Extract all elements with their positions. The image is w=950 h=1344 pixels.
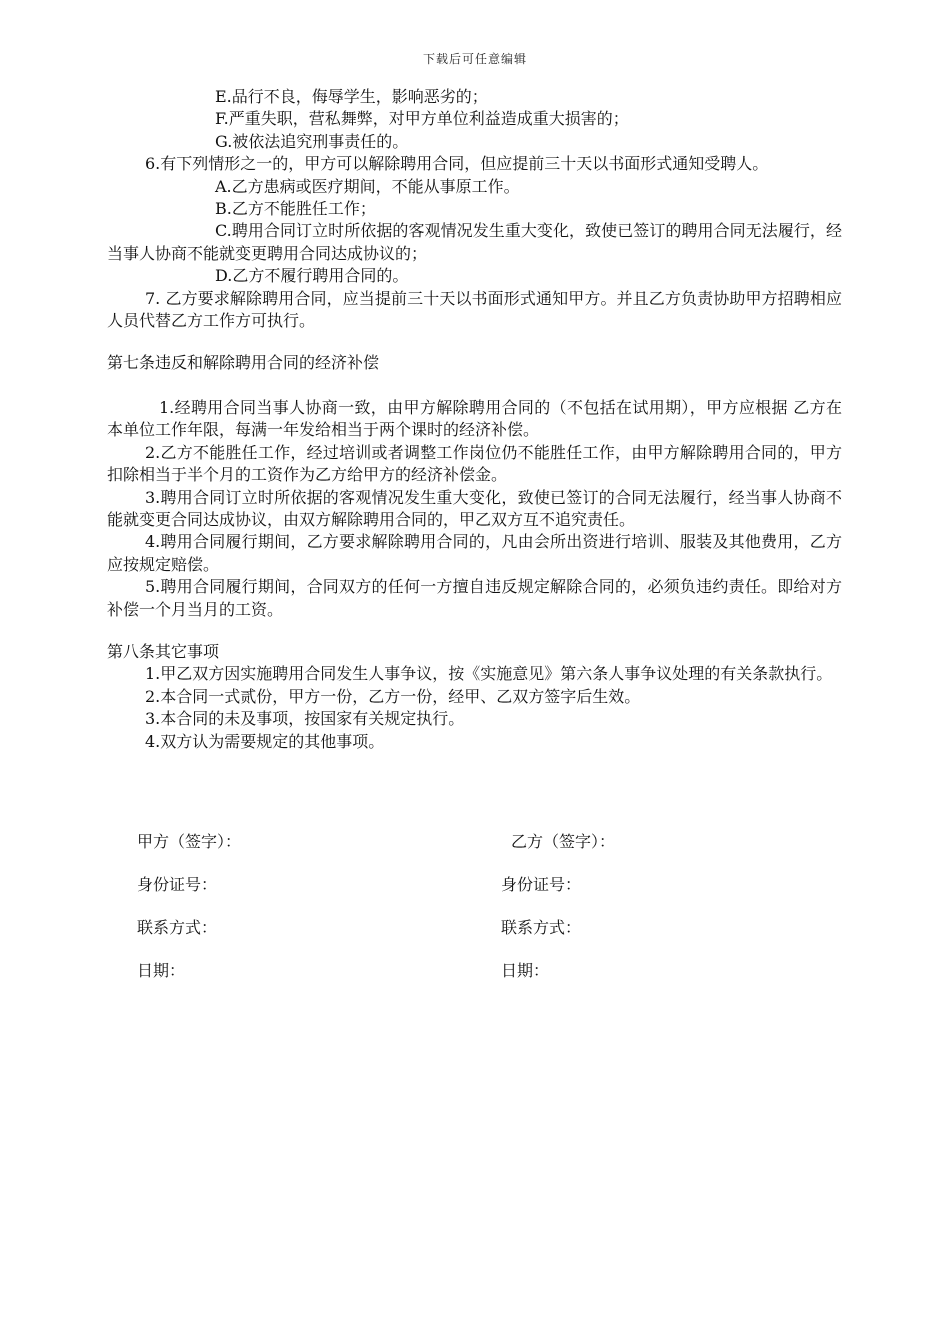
signature-row <box>137 829 837 872</box>
item-6-d: D.乙方不履行聘用合同的。 <box>215 266 409 286</box>
party-a-date-label: 日期： <box>137 961 186 980</box>
item-6-a: A.乙方患病或医疗期间，不能从事原工作。 <box>215 176 520 196</box>
spacer <box>107 621 842 641</box>
article-8-item-1: 1.甲乙双方因实施聘用合同发生人事争议，按《实施意见》第六条人事争议处理的有关条款执行。 <box>145 664 833 684</box>
party-a-contact-label: 联系方式： <box>137 918 218 937</box>
spacer <box>107 332 842 352</box>
party-a-signature-label: 甲方（签字）： <box>137 832 242 851</box>
party-b-contact-label: 联系方式： <box>501 918 582 937</box>
party-b-date-label: 日期： <box>501 961 550 980</box>
id-row <box>137 872 837 915</box>
article-7-item-1: 1.经聘用合同当事人协商一致，由甲方解除聘用合同的（不包括在试用期），甲方应根据 乙方在本单位工作年限，每满一年发给相当于两个课时的经济补偿。 <box>107 397 842 440</box>
party-b-id-label: 身份证号： <box>501 875 582 894</box>
article-8-title: 第八条其它事项 <box>107 641 220 661</box>
article-7-item-3: 3.聘用合同订立时所依据的客观情况发生重大变化，致使已签订的合同无法履行，经当事人协商不能就变更合同达成协议，由双方解除聘用合同的，甲乙双方互不追究责任。 <box>107 487 842 529</box>
article-7-title: 第七条违反和解除聘用合同的经济补偿 <box>107 353 380 373</box>
clause-g: G.被依法追究刑事责任的。 <box>215 131 409 151</box>
article-7-item-4: 4.聘用合同履行期间，乙方要求解除聘用合同的，凡由会所出资进行培训、服装及其他费用，乙方应按规定赔偿。 <box>107 532 842 574</box>
item-6-b: B.乙方不能胜任工作； <box>215 199 376 219</box>
article-7-item-5: 5.聘用合同履行期间，合同双方的任何一方擅自违反规定解除合同的，必须负违约责任。即给对方补偿一个月当月的工资。 <box>107 577 842 619</box>
article-7-item-2: 2.乙方不能胜任工作，经过培训或者调整工作岗位仍不能胜任工作，由甲方解除聘用合同的，甲方扣除相当于半个月的工资作为乙方给甲方的经济补偿金。 <box>107 442 842 485</box>
contact-row <box>137 915 837 958</box>
spacer <box>107 375 842 397</box>
article-8-item-4: 4.双方认为需要规定的其他事项。 <box>145 731 385 751</box>
party-a-id-label: 身份证号： <box>137 875 218 894</box>
item-6: 6.有下列情形之一的，甲方可以解除聘用合同，但应提前三十天以书面形式通知受聘人。 <box>145 154 769 174</box>
item-7: 7. 乙方要求解除聘用合同，应当提前三十天以书面形式通知甲方。并且乙方负责协助甲方招聘相应人员代替乙方工作方可执行。 <box>107 288 842 331</box>
clause-f: F.严重失职，营私舞弊，对甲方单位利益造成重大损害的； <box>215 109 629 129</box>
signature-block <box>137 829 837 1001</box>
article-8-item-2: 2.本合同一式贰份，甲方一份，乙方一份，经甲、乙双方签字后生效。 <box>145 686 641 706</box>
clause-e: E.品行不良，侮辱学生，影响恶劣的； <box>215 87 488 106</box>
document-body <box>107 86 842 753</box>
article-8-item-3: 3.本合同的未及事项，按国家有关规定执行。 <box>145 709 465 729</box>
party-b-signature-label: 乙方（签字）： <box>511 832 616 851</box>
item-6-c: C.聘用合同订立时所依据的客观情况发生重大变化，致使已签订的聘用合同无法履行，经当事人协商不能就变更聘用合同达成协议的； <box>107 221 842 263</box>
page-header: 下载后可任意编辑 <box>422 52 527 66</box>
date-row <box>137 958 837 1001</box>
